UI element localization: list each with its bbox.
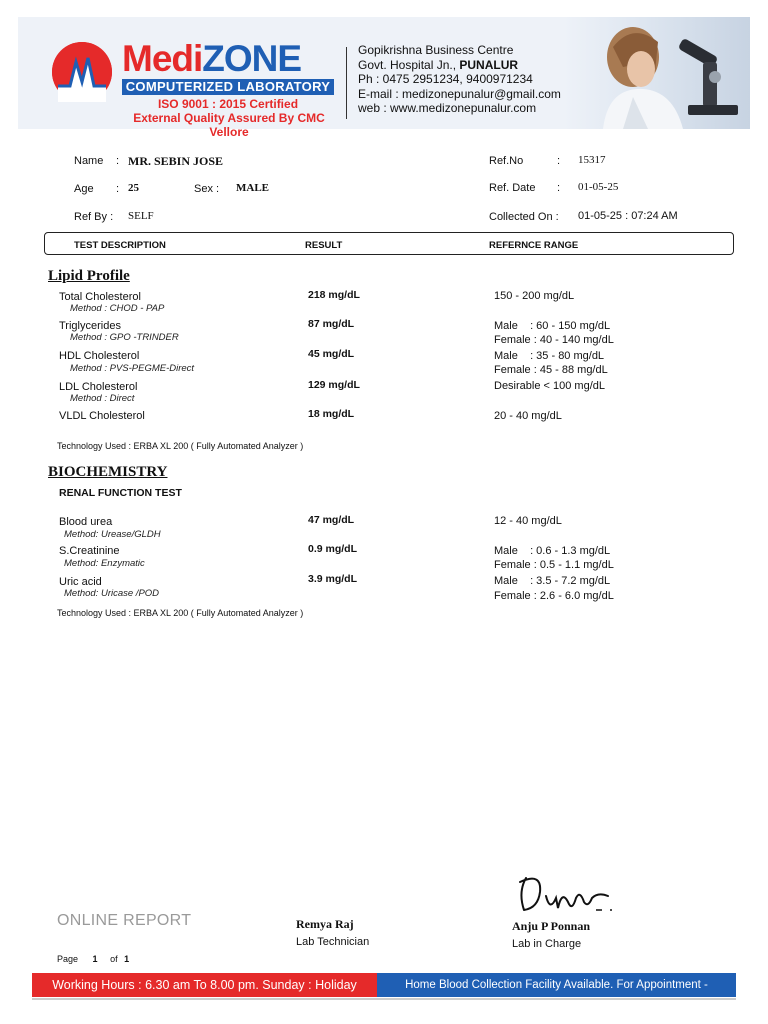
header-divider [346, 47, 347, 119]
header-reference-range: REFERNCE RANGE [489, 240, 579, 251]
address-street: Govt. Hospital Jn., [358, 57, 460, 72]
test-range: 12 - 40 mg/dL [494, 515, 562, 527]
refdate-colon: : [557, 182, 561, 194]
refdate-label: Ref. Date [489, 182, 536, 194]
name-colon: : [116, 155, 120, 167]
section-lipid-profile: Lipid Profile [48, 268, 130, 284]
test-name: Uric acid [59, 576, 102, 588]
lab-scientist-microscope-image [563, 17, 750, 129]
signature-image [512, 872, 624, 918]
iso-certification: ISO 9001 : 2015 Certified [157, 97, 299, 111]
page-label: Page [57, 954, 79, 964]
footer-rule [32, 998, 736, 1000]
technician-role: Lab Technician [296, 936, 370, 948]
test-method: Method: Uricase /POD [64, 588, 160, 599]
logo-heartbeat-icon [52, 42, 112, 102]
sex-label: Sex : [194, 183, 220, 195]
test-name: HDL Cholesterol [59, 350, 140, 362]
test-range: Male : 3.5 - 7.2 mg/dL [494, 575, 611, 587]
test-name: Triglycerides [59, 320, 121, 332]
technology-note: Technology Used : ERBA XL 200 ( Fully Automated Analyzer ) [57, 441, 304, 451]
patient-age: 25 [128, 182, 139, 194]
test-name: Blood urea [59, 516, 113, 528]
test-range: Female : 0.5 - 1.1 mg/dL [494, 559, 614, 571]
brand-medi: Medi [122, 38, 203, 79]
patient-sex: MALE [236, 182, 269, 194]
page-indicator [57, 954, 129, 964]
address-city: PUNALUR [459, 57, 519, 72]
footer-banner [32, 973, 736, 1015]
technology-note: Technology Used : ERBA XL 200 ( Fully Automated Analyzer ) [57, 608, 304, 618]
technician-name: Remya Raj [296, 917, 354, 931]
lab-type-banner: COMPUTERIZED LABORATORY [122, 79, 334, 95]
test-name: Total Cholesterol [59, 291, 141, 303]
test-method: Method : CHOD - PAP [70, 303, 165, 314]
test-method: Method : GPO -TRINDER [70, 332, 179, 343]
test-range: Male : 60 - 150 mg/dL [494, 320, 611, 332]
test-method: Method: Urease/GLDH [64, 529, 161, 540]
test-result: 87 mg/dL [308, 318, 355, 330]
test-range: Male : 0.6 - 1.3 mg/dL [494, 545, 611, 557]
age-colon: : [116, 183, 120, 195]
subsection-renal-function: RENAL FUNCTION TEST [59, 487, 182, 499]
incharge-role: Lab in Charge [512, 938, 582, 950]
refby-label: Ref By : [74, 211, 114, 223]
address-line-2 [358, 58, 561, 73]
test-range: Female : 40 - 140 mg/dL [494, 334, 614, 346]
test-result: 47 mg/dL [308, 514, 355, 526]
refno-colon: : [557, 155, 561, 167]
name-label: Name [74, 155, 104, 167]
contact-block [358, 43, 561, 116]
test-range: Male : 35 - 80 mg/dL [494, 350, 605, 362]
brand-zone: ZONE [202, 38, 302, 79]
test-name: VLDL Cholesterol [59, 410, 145, 422]
test-range: 150 - 200 mg/dL [494, 290, 575, 302]
test-result: 3.9 mg/dL [308, 573, 358, 585]
address-line-1: Gopikrishna Business Centre [358, 43, 514, 57]
test-name: S.Creatinine [59, 545, 120, 557]
collected-label: Collected On : [489, 211, 559, 223]
quality-assurance: External Quality Assured By CMC Vellore [133, 111, 325, 139]
incharge-name: Anju P Ponnan [512, 919, 591, 933]
test-result: 0.9 mg/dL [308, 543, 358, 555]
page-current: 1 [92, 954, 98, 964]
patient-refdate: 01-05-25 [578, 181, 619, 193]
working-hours: Working Hours : 6.30 am To 8.00 pm. Sunday : Holiday [32, 973, 377, 997]
header-test-description: TEST DESCRIPTION [74, 240, 166, 251]
test-result: 129 mg/dL [308, 379, 360, 391]
brand-name [122, 39, 301, 79]
patient-collected: 01-05-25 : 07:24 AM [578, 210, 678, 222]
test-range: Desirable < 100 mg/dL [494, 380, 605, 392]
patient-refby: SELF [128, 210, 154, 222]
email-line: E-mail : medizonepunalur@gmail.com [358, 86, 561, 101]
letterhead [18, 17, 750, 139]
web-line: web : www.medizonepunalur.com [358, 101, 537, 115]
test-method: Method: Enzymatic [64, 558, 145, 569]
page-of: of [110, 954, 118, 964]
test-method: Method : Direct [70, 393, 135, 404]
page-total: 1 [124, 954, 130, 964]
test-name: LDL Cholesterol [59, 381, 138, 393]
section-biochemistry: BIOCHEMISTRY [48, 464, 168, 480]
patient-name: MR. SEBIN JOSE [128, 154, 224, 168]
test-range: Female : 45 - 88 mg/dL [494, 364, 608, 376]
test-result: 45 mg/dL [308, 348, 355, 360]
patient-refno: 15317 [578, 154, 606, 166]
phone-line: Ph : 0475 2951234, 9400971234 [358, 72, 533, 86]
test-range: Female : 2.6 - 6.0 mg/dL [494, 590, 614, 602]
test-method: Method : PVS-PEGME-Direct [70, 363, 195, 374]
test-range: 20 - 40 mg/dL [494, 410, 562, 422]
online-report-label: ONLINE REPORT [57, 912, 192, 929]
age-label: Age [74, 183, 94, 195]
test-result: 218 mg/dL [308, 289, 360, 301]
home-collection-note: Home Blood Collection Facility Available. For Appointment - 9400971234 [377, 973, 736, 997]
header-result: RESULT [305, 240, 343, 251]
test-result: 18 mg/dL [308, 408, 355, 420]
refno-label: Ref.No [489, 155, 524, 167]
